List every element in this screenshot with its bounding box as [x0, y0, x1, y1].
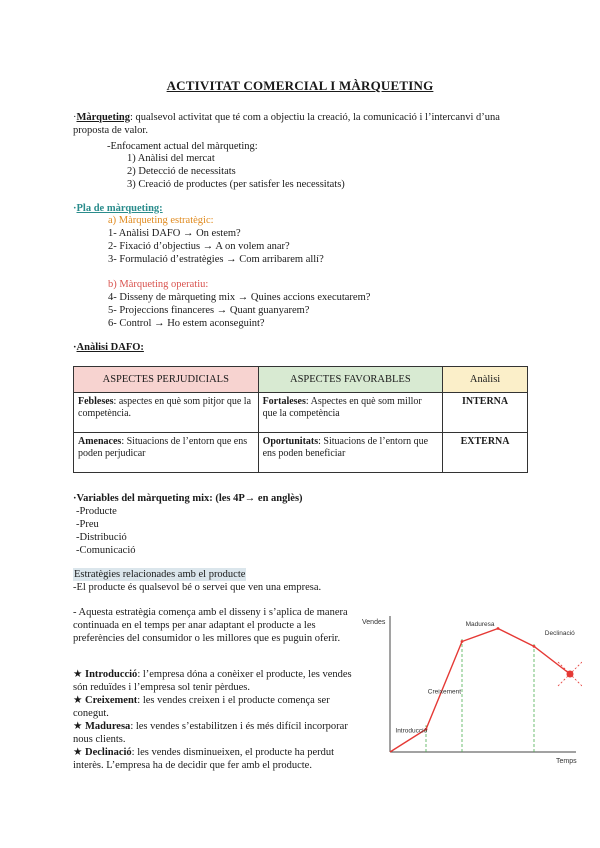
producte-line1: -El producte és qualsevol bé o servei que ven una empresa.	[73, 582, 322, 593]
enfocament-label: -Enfocament actual del màrqueting:	[107, 141, 258, 152]
marqueting-def-line1: : qualsevol activitat que té com a objectiu la creació, la comunicació i l’intercanvi d’una	[129, 112, 500, 123]
marqueting-def-line2: proposta de valor.	[73, 125, 148, 136]
pla-a-item: 3- Formulació d’estratègies → Com arribarem allí?	[108, 254, 324, 265]
stage-item: ★ Declinació: les vendes disminueixen, el producte ha perdut interès. L’empresa ha de decidir que fer amb el producte.	[73, 747, 335, 771]
stage-label: Creixement	[427, 688, 462, 696]
stage-item: ★ Introducció: l’empresa dóna a conèixer el producte, les vendes són reduïdes i l’empresa sol tenir pèrdues.	[73, 669, 352, 693]
dafo-amenaces: Amenaces: Situacions de l’entorn que ens poden perjudicar	[74, 433, 259, 473]
page-title: ACTIVITAT COMERCIAL I MÀRQUETING	[166, 78, 434, 93]
star-icon: ★	[73, 695, 83, 706]
pla-b-item: 6- Control → Ho estem aconseguint?	[108, 318, 265, 329]
star-icon: ★	[73, 721, 83, 732]
stage-label: Introducció	[395, 727, 428, 735]
dafo-header-analisi: Anàlisi	[443, 367, 528, 393]
mix-item: -Producte	[76, 506, 117, 517]
data-point	[533, 645, 536, 648]
mix-item: -Comunicació	[76, 545, 136, 556]
pla-b-item: 5- Projeccions financeres → Quant guanyarem?	[108, 305, 310, 316]
data-point	[461, 640, 464, 643]
dafo-oportunitats: Oportunitats: Situacions de l’entorn que ens poden beneficiar	[258, 433, 443, 473]
dafo-fortaleses: Fortaleses: Aspectes en què som millor que la competència	[258, 393, 443, 433]
enfocament-item: 2) Detecció de necessitats	[127, 166, 236, 177]
pla-a-item: 2- Fixació d’objectius → A on volem anar?	[108, 241, 290, 252]
x-axis-label: Temps	[556, 758, 577, 765]
mix-item: -Distribució	[76, 532, 127, 543]
dafo-interna: INTERNA	[443, 393, 528, 433]
dafo-heading: ·Anàlisi DAFO:	[73, 342, 144, 353]
star-icon: ★	[73, 669, 83, 680]
dafo-externa: EXTERNA	[443, 433, 528, 473]
pla-heading: ·Pla de màrqueting:	[73, 203, 163, 214]
stage-label: Declinació	[544, 630, 575, 637]
enfocament-item: 1) Anàlisi del mercat	[127, 153, 215, 164]
pla-a-label: a) Màrqueting estratègic:	[108, 215, 214, 226]
star-icon: ★	[73, 747, 83, 758]
y-axis-label: Vendes	[362, 619, 386, 626]
marqueting-term: Màrqueting	[76, 112, 130, 123]
mix-heading: ·Variables del màrqueting mix: (les 4P→ en anglès)	[73, 493, 303, 504]
enfocament-item: 3) Creació de productes (per satisfer les necessitats)	[127, 179, 345, 190]
producte-heading: Estratègies relacionades amb el producte	[74, 569, 246, 580]
pla-b-label: b) Màrqueting operatiu:	[108, 279, 209, 290]
dafo-table	[73, 366, 528, 473]
stage-item: ★ Maduresa: les vendes s’estabilitzen i és més difícil incorporar nous clients.	[73, 721, 348, 745]
mix-item: -Preu	[76, 519, 99, 530]
dafo-febleses: Febleses: aspectes en què som pitjor que la competència.	[74, 393, 259, 433]
stage-label: Maduresa	[465, 621, 495, 628]
stage-item: ★ Creixement: les vendes creixen i el producte comença ser conegut.	[73, 695, 330, 719]
dafo-header-perjudicials: ASPECTES PERJUDICIALS	[74, 367, 259, 393]
dafo-header-favorables: ASPECTES FAVORABLES	[258, 367, 443, 393]
producte-paragraph: - Aquesta estratègia comença amb el disseny i s’aplica de manera continuada en el temps per anar adaptant el producte a les preferències del consumidor o les millores que es puguin oferir.	[73, 607, 348, 644]
data-point	[497, 627, 500, 630]
life-cycle-chart	[360, 612, 582, 770]
pla-b-item: 4- Disseny de màrqueting mix → Quines accions executarem?	[108, 292, 371, 303]
pla-a-item: 1- Anàlisi DAFO → On estem?	[108, 228, 241, 239]
marqueting-definition: ·Màrqueting: qualsevol activitat que té com a objectiu la creació, la comunicació i l’intercanvi d’una	[73, 112, 500, 123]
